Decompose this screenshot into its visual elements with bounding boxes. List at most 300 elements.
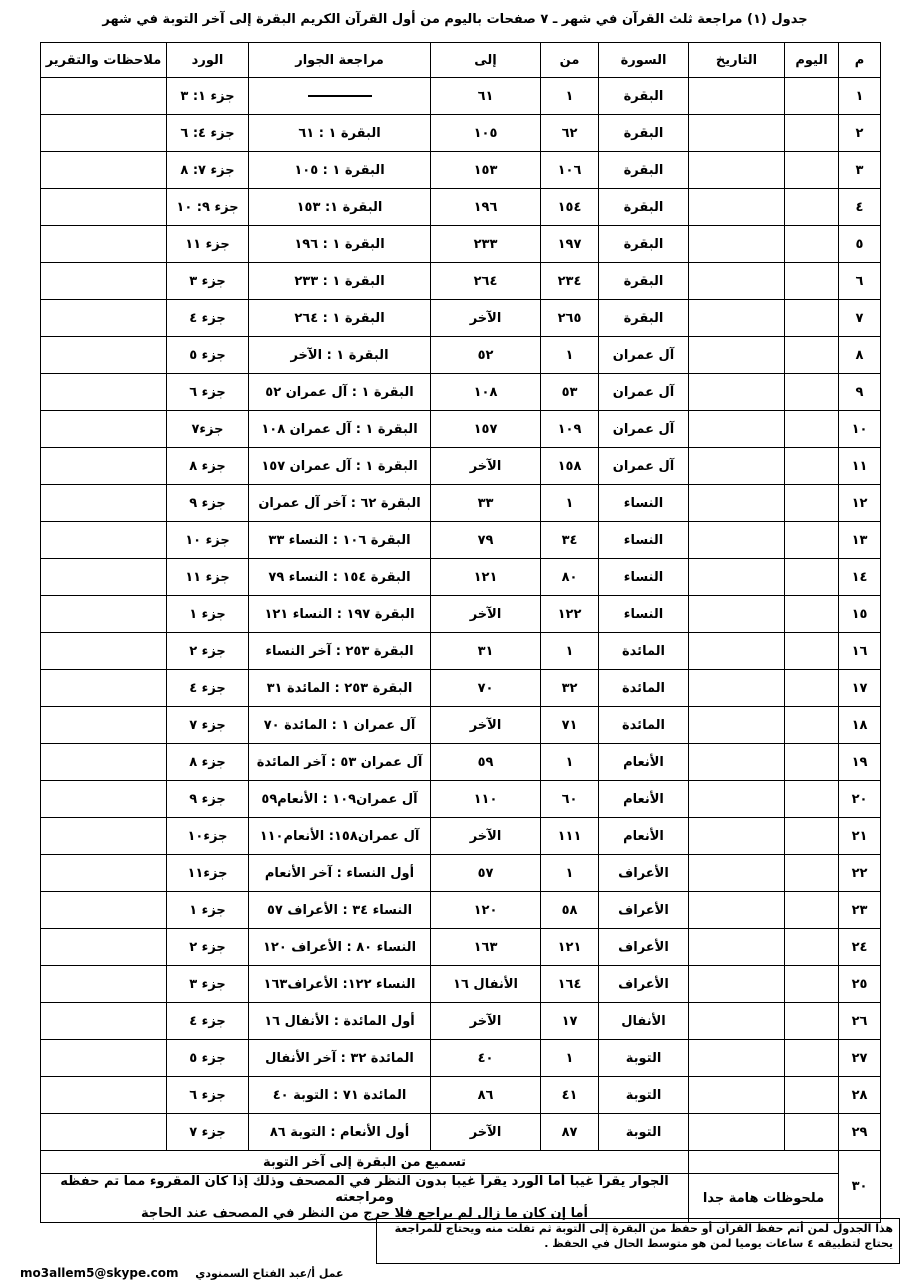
cell-from: ٦٠	[541, 781, 599, 818]
cell-wird: جزء ١: ٣	[167, 78, 249, 115]
cell-jiwar: البقرة ١ : ١٩٦	[249, 226, 431, 263]
table-row	[41, 855, 881, 892]
table-row	[41, 485, 881, 522]
cell-date	[689, 966, 785, 1003]
cell-from: ٨٠	[541, 559, 599, 596]
cell-surah: البقرة	[599, 115, 689, 152]
cell-day	[785, 448, 839, 485]
cell-wird: جزء ٧: ٨	[167, 152, 249, 189]
cell-surah: الأعراف	[599, 966, 689, 1003]
cell-surah: البقرة	[599, 152, 689, 189]
cell-jiwar: البقرة ١ : ١٠٥	[249, 152, 431, 189]
cell-date	[689, 78, 785, 115]
cell-wird: جزء ٣	[167, 966, 249, 1003]
cell-day	[785, 1003, 839, 1040]
cell-from: ٢٣٤	[541, 263, 599, 300]
cell-date	[689, 485, 785, 522]
cell-day	[785, 781, 839, 818]
cell-from: ١	[541, 744, 599, 781]
cell-to: ١٠٥	[431, 115, 541, 152]
cell-day	[785, 1040, 839, 1077]
cell-surah: الأنعام	[599, 818, 689, 855]
cell-date	[689, 152, 785, 189]
cell-day	[785, 263, 839, 300]
author-email: mo3allem5@skype.com	[20, 1266, 179, 1280]
cell-day	[785, 189, 839, 226]
cell-to: ١٦٣	[431, 929, 541, 966]
table-row	[41, 226, 881, 263]
cell-m: ٢١	[839, 818, 881, 855]
cell-m: ٢٦	[839, 1003, 881, 1040]
cell-notes	[41, 1114, 167, 1151]
cell-jiwar: البقرة ١ : ٦١	[249, 115, 431, 152]
cell-m: ٤	[839, 189, 881, 226]
cell-m: ٢٠	[839, 781, 881, 818]
cell-day	[785, 78, 839, 115]
cell-surah: المائدة	[599, 670, 689, 707]
cell-wird: جزء ٩: ١٠	[167, 189, 249, 226]
table-row	[41, 337, 881, 374]
page-title: جدول (١) مراجعة ثلث القرآن في شهر ـ ٧ صفحات باليوم من أول القرآن الكريم البقرة إلى آخر التوبة في شهر	[102, 12, 808, 27]
cell-wird: جزء ١٠	[167, 522, 249, 559]
table-row	[41, 559, 881, 596]
cell-from: ١	[541, 485, 599, 522]
cell-from: ٧١	[541, 707, 599, 744]
cell-date	[689, 781, 785, 818]
cell-surah: المائدة	[599, 707, 689, 744]
table-row	[41, 818, 881, 855]
cell-to: ٣١	[431, 633, 541, 670]
cell-date	[689, 411, 785, 448]
cell-to: ٧٩	[431, 522, 541, 559]
cell-m: ٩	[839, 374, 881, 411]
cell-date	[689, 300, 785, 337]
cell-to: ١٢٠	[431, 892, 541, 929]
cell-from: ١١١	[541, 818, 599, 855]
cell-notes	[41, 596, 167, 633]
cell-jiwar: آل عمران ٥٣ : آخر المائدة	[249, 744, 431, 781]
cell-notes	[41, 78, 167, 115]
cell-wird: جزء ٩	[167, 781, 249, 818]
cell-jiwar	[249, 78, 431, 115]
cell-surah: المائدة	[599, 633, 689, 670]
cell-day	[785, 892, 839, 929]
table-row	[41, 522, 881, 559]
table-row	[41, 78, 881, 115]
cell-jiwar: البقرة ٢٥٣ : المائدة ٣١	[249, 670, 431, 707]
cell-wird: جزء ١١	[167, 559, 249, 596]
table-row	[41, 1077, 881, 1114]
cell-to: ٢٦٤	[431, 263, 541, 300]
cell-date	[689, 892, 785, 929]
cell-date	[689, 596, 785, 633]
header-from: من	[541, 43, 599, 78]
cell-surah: آل عمران	[599, 337, 689, 374]
cell-to: الآخر	[431, 818, 541, 855]
table-row	[41, 411, 881, 448]
cell-notes	[41, 522, 167, 559]
cell-surah: الأنعام	[599, 744, 689, 781]
cell-notes	[41, 559, 167, 596]
cell-wird: جزء ٦	[167, 1077, 249, 1114]
cell-notes	[41, 929, 167, 966]
cell-m: ٢٣	[839, 892, 881, 929]
cell-to: ٧٠	[431, 670, 541, 707]
cell-m: ١٣	[839, 522, 881, 559]
cell-from: ٣٤	[541, 522, 599, 559]
cell-day	[785, 966, 839, 1003]
cell-surah: التوبة	[599, 1040, 689, 1077]
cell-surah: الأنعام	[599, 781, 689, 818]
cell-notes	[41, 115, 167, 152]
cell-notes	[41, 152, 167, 189]
cell-surah: آل عمران	[599, 374, 689, 411]
table-row	[41, 633, 881, 670]
cell-m: ٣	[839, 152, 881, 189]
cell-surah: آل عمران	[599, 411, 689, 448]
cell-surah: البقرة	[599, 78, 689, 115]
cell-wird: جزء ٤	[167, 300, 249, 337]
cell-from: ١٧	[541, 1003, 599, 1040]
cell-notes	[41, 300, 167, 337]
cell-to: ١٠٨	[431, 374, 541, 411]
header-to: إلى	[431, 43, 541, 78]
cell-date	[689, 818, 785, 855]
cell-day	[785, 707, 839, 744]
cell-wird: جزء ٧	[167, 707, 249, 744]
cell-m: ٦	[839, 263, 881, 300]
cell-to: ٥٢	[431, 337, 541, 374]
cell-wird: جزء ٩	[167, 485, 249, 522]
cell-notes	[41, 892, 167, 929]
cell-to: ٣٣	[431, 485, 541, 522]
cell-notes	[41, 966, 167, 1003]
cell-notes	[41, 781, 167, 818]
author-credit	[20, 1266, 344, 1280]
cell-notes	[41, 485, 167, 522]
cell-m: ١٤	[839, 559, 881, 596]
cell-jiwar: البقرة ١٠٦ : النساء ٣٣	[249, 522, 431, 559]
cell-surah: التوبة	[599, 1114, 689, 1151]
cell-to: ٨٦	[431, 1077, 541, 1114]
cell-notes	[41, 1040, 167, 1077]
cell-from: ١٢١	[541, 929, 599, 966]
cell-notes	[41, 1077, 167, 1114]
cell-surah: النساء	[599, 596, 689, 633]
cell-jiwar: المائدة ٣٢ : آخر الأنفال	[249, 1040, 431, 1077]
cell-jiwar: البقرة ١٩٧ : النساء ١٢١	[249, 596, 431, 633]
cell-date	[689, 929, 785, 966]
cell-date	[689, 1003, 785, 1040]
cell-wird: جزء ١	[167, 892, 249, 929]
table-row	[41, 263, 881, 300]
cell-from: ١٥٤	[541, 189, 599, 226]
cell-m: ١٩	[839, 744, 881, 781]
cell-wird: جزء ٥	[167, 1040, 249, 1077]
cell-m: ٢٢	[839, 855, 881, 892]
header-wird: الورد	[167, 43, 249, 78]
row-31-line-2: أما إن كان ما زال لم يراجع فلا حرج من النظر في المصحف عند الحاجة	[140, 1206, 588, 1221]
cell-jiwar: النساء ١٢٢: الأعراف١٦٣	[249, 966, 431, 1003]
cell-jiwar: النساء ٣٤ : الأعراف ٥٧	[249, 892, 431, 929]
cell-to: الآخر	[431, 1114, 541, 1151]
header-surah: السورة	[599, 43, 689, 78]
cell-m: ١٦	[839, 633, 881, 670]
table-row	[41, 892, 881, 929]
cell-from: ١	[541, 337, 599, 374]
cell-jiwar: أول المائدة : الأنفال ١٦	[249, 1003, 431, 1040]
cell-jiwar: البقرة ١: ١٥٣	[249, 189, 431, 226]
cell-m: ١٥	[839, 596, 881, 633]
cell-m: ١١	[839, 448, 881, 485]
cell-to: ١٢١	[431, 559, 541, 596]
cell-from: ١	[541, 78, 599, 115]
table-row	[41, 1114, 881, 1151]
empty-dash	[308, 95, 372, 97]
bottom-note-box	[376, 1218, 900, 1264]
cell-wird: جزء ٤	[167, 670, 249, 707]
cell-surah: النساء	[599, 559, 689, 596]
cell-day	[785, 744, 839, 781]
cell-notes	[41, 744, 167, 781]
cell-jiwar: النساء ٨٠ : الأعراف ١٢٠	[249, 929, 431, 966]
cell-wird: جزء٧	[167, 411, 249, 448]
row-30-blank	[689, 1151, 839, 1174]
bottom-note-line-2: يحتاج لتطبيقه ٤ ساعات يوميا لمن هو متوسط الحال في الحفظ .	[544, 1237, 893, 1250]
cell-date	[689, 263, 785, 300]
cell-m: ٢٧	[839, 1040, 881, 1077]
table-row	[41, 1003, 881, 1040]
cell-to: الآخر	[431, 707, 541, 744]
row-31-notes	[41, 1174, 689, 1223]
cell-surah: النساء	[599, 522, 689, 559]
cell-m: ١٢	[839, 485, 881, 522]
cell-from: ٨٧	[541, 1114, 599, 1151]
cell-day	[785, 152, 839, 189]
cell-from: ١٩٧	[541, 226, 599, 263]
cell-day	[785, 485, 839, 522]
cell-jiwar: البقرة ١ : ٢٦٤	[249, 300, 431, 337]
table-row-30	[41, 1151, 881, 1174]
header-m: م	[839, 43, 881, 78]
cell-notes	[41, 448, 167, 485]
cell-to: ٥٧	[431, 855, 541, 892]
cell-wird: جزء ٧	[167, 1114, 249, 1151]
table-row	[41, 707, 881, 744]
cell-from: ٥٣	[541, 374, 599, 411]
cell-jiwar: البقرة ١ : آل عمران ١٥٧	[249, 448, 431, 485]
cell-m: ٥	[839, 226, 881, 263]
cell-to: ٤٠	[431, 1040, 541, 1077]
header-row	[41, 43, 881, 78]
cell-date	[689, 744, 785, 781]
cell-day	[785, 337, 839, 374]
cell-notes	[41, 633, 167, 670]
cell-date	[689, 448, 785, 485]
cell-day	[785, 633, 839, 670]
cell-day	[785, 596, 839, 633]
cell-notes	[41, 263, 167, 300]
cell-notes	[41, 374, 167, 411]
cell-m: ٢	[839, 115, 881, 152]
header-date: التاريخ	[689, 43, 785, 78]
cell-notes	[41, 855, 167, 892]
table-row	[41, 374, 881, 411]
cell-wird: جزء ٢	[167, 929, 249, 966]
cell-surah: البقرة	[599, 226, 689, 263]
cell-date	[689, 1114, 785, 1151]
cell-from: ١٦٤	[541, 966, 599, 1003]
cell-m: ٢٩	[839, 1114, 881, 1151]
cell-surah: البقرة	[599, 263, 689, 300]
cell-date	[689, 189, 785, 226]
cell-jiwar: البقرة ١٥٤ : النساء ٧٩	[249, 559, 431, 596]
cell-to: الآخر	[431, 448, 541, 485]
cell-from: ١٠٦	[541, 152, 599, 189]
cell-from: ٢٦٥	[541, 300, 599, 337]
cell-notes	[41, 411, 167, 448]
cell-from: ١	[541, 855, 599, 892]
cell-to: ٥٩	[431, 744, 541, 781]
cell-day	[785, 559, 839, 596]
table-row	[41, 596, 881, 633]
cell-notes	[41, 818, 167, 855]
cell-from: ٥٨	[541, 892, 599, 929]
cell-notes	[41, 226, 167, 263]
cell-wird: جزء ٨	[167, 448, 249, 485]
cell-surah: التوبة	[599, 1077, 689, 1114]
table-row	[41, 300, 881, 337]
header-notes: ملاحظات والتقرير	[41, 43, 167, 78]
cell-date	[689, 855, 785, 892]
cell-day	[785, 1114, 839, 1151]
cell-date	[689, 1040, 785, 1077]
cell-from: ١٠٩	[541, 411, 599, 448]
cell-day	[785, 818, 839, 855]
cell-to: ٢٣٣	[431, 226, 541, 263]
cell-jiwar: البقرة ٢٥٣ : آخر النساء	[249, 633, 431, 670]
cell-notes	[41, 670, 167, 707]
header-day: اليوم	[785, 43, 839, 78]
cell-to: ١٩٦	[431, 189, 541, 226]
cell-to: الآخر	[431, 300, 541, 337]
cell-m: ٢٤	[839, 929, 881, 966]
cell-m: ٨	[839, 337, 881, 374]
row-31-label: ملحوظات هامة جدا	[689, 1174, 839, 1223]
cell-day	[785, 374, 839, 411]
cell-to: الآخر	[431, 1003, 541, 1040]
cell-date	[689, 559, 785, 596]
cell-wird: جزء ٣	[167, 263, 249, 300]
table-row	[41, 189, 881, 226]
cell-wird: جزء١١	[167, 855, 249, 892]
cell-to: ١٥٣	[431, 152, 541, 189]
cell-wird: جزء ٥	[167, 337, 249, 374]
cell-m: ٧	[839, 300, 881, 337]
cell-day	[785, 300, 839, 337]
cell-surah: البقرة	[599, 189, 689, 226]
bottom-note-line-1: هذا الجدول لمن أتم حفظ القرآن أو حفظ من البقرة إلى التوبة ثم تفلت منه ويحتاج للمراجعة	[394, 1222, 893, 1235]
cell-jiwar: آل عمران١٥٨: الأنعام١١٠	[249, 818, 431, 855]
cell-date	[689, 1077, 785, 1114]
cell-jiwar: البقرة ١ : آل عمران ٥٢	[249, 374, 431, 411]
cell-date	[689, 115, 785, 152]
author-name: عمل أ/عبد الفتاح السمنودي	[195, 1267, 344, 1280]
row-30-number: ٣٠	[839, 1151, 881, 1223]
cell-date	[689, 374, 785, 411]
cell-date	[689, 707, 785, 744]
cell-jiwar: آل عمران١٠٩ : الأنعام٥٩	[249, 781, 431, 818]
table-row	[41, 781, 881, 818]
cell-surah: الأعراف	[599, 892, 689, 929]
cell-notes	[41, 707, 167, 744]
cell-notes	[41, 1003, 167, 1040]
cell-notes	[41, 337, 167, 374]
cell-day	[785, 115, 839, 152]
cell-m: ١٨	[839, 707, 881, 744]
cell-day	[785, 522, 839, 559]
cell-m: ١	[839, 78, 881, 115]
cell-jiwar: البقرة ١ : آل عمران ١٠٨	[249, 411, 431, 448]
cell-day	[785, 226, 839, 263]
cell-jiwar: البقرة ٦٢ : آخر آل عمران	[249, 485, 431, 522]
cell-wird: جزء ١١	[167, 226, 249, 263]
cell-jiwar: البقرة ١ : ٢٣٣	[249, 263, 431, 300]
table-row	[41, 744, 881, 781]
row-30-text: تسميع من البقرة إلى آخر التوبة	[41, 1151, 689, 1174]
cell-m: ٢٨	[839, 1077, 881, 1114]
table-row	[41, 1040, 881, 1077]
cell-wird: جزء ١	[167, 596, 249, 633]
cell-surah: النساء	[599, 485, 689, 522]
cell-surah: الأعراف	[599, 929, 689, 966]
cell-date	[689, 670, 785, 707]
cell-from: ١٥٨	[541, 448, 599, 485]
table-row-31	[41, 1174, 881, 1223]
cell-day	[785, 929, 839, 966]
cell-to: ١٥٧	[431, 411, 541, 448]
cell-from: ١	[541, 633, 599, 670]
cell-m: ١٠	[839, 411, 881, 448]
cell-date	[689, 226, 785, 263]
cell-from: ١٢٢	[541, 596, 599, 633]
cell-wird: جزء ٤	[167, 1003, 249, 1040]
cell-to: ١١٠	[431, 781, 541, 818]
cell-wird: جزء ٨	[167, 744, 249, 781]
cell-date	[689, 633, 785, 670]
cell-from: ٤١	[541, 1077, 599, 1114]
table-row	[41, 966, 881, 1003]
cell-date	[689, 522, 785, 559]
cell-date	[689, 337, 785, 374]
cell-notes	[41, 189, 167, 226]
cell-day	[785, 670, 839, 707]
cell-to: ٦١	[431, 78, 541, 115]
cell-from: ٦٢	[541, 115, 599, 152]
cell-surah: آل عمران	[599, 448, 689, 485]
cell-m: ١٧	[839, 670, 881, 707]
cell-day	[785, 411, 839, 448]
cell-day	[785, 855, 839, 892]
table-row	[41, 929, 881, 966]
table-row	[41, 670, 881, 707]
cell-jiwar: أول الأنعام : التوبة ٨٦	[249, 1114, 431, 1151]
cell-wird: جزء ٦	[167, 374, 249, 411]
cell-from: ٣٢	[541, 670, 599, 707]
cell-wird: جزء١٠	[167, 818, 249, 855]
cell-wird: جزء ٢	[167, 633, 249, 670]
cell-jiwar: أول النساء : آخر الأنعام	[249, 855, 431, 892]
